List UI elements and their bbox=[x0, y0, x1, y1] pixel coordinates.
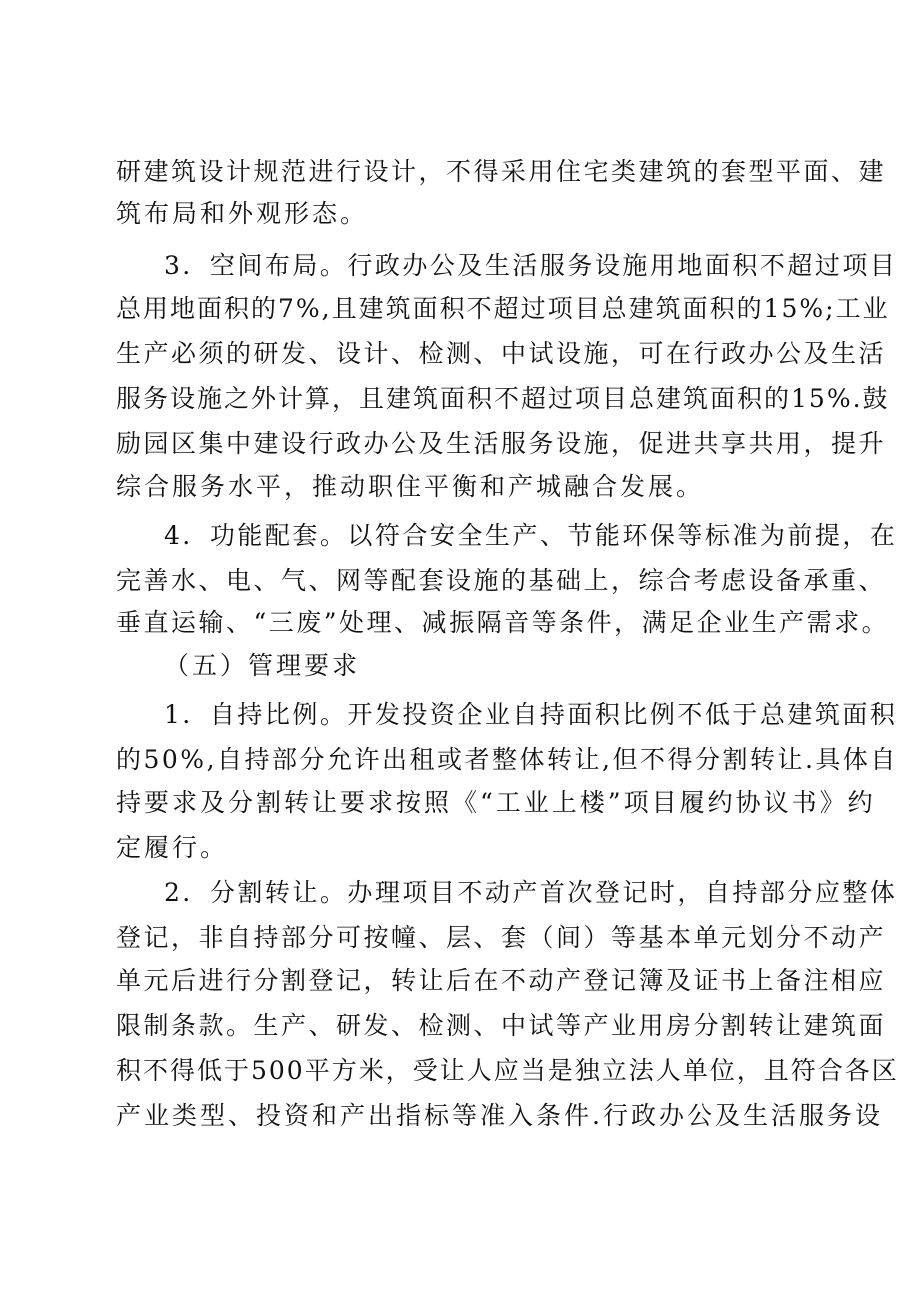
paragraph-3-heading-line: 3．空间布局。行政办公及生活服务设施用地面积不超过项目 bbox=[164, 251, 898, 280]
section-heading: （五）管理要求 bbox=[164, 651, 361, 680]
paragraph-1-heading-line: 1．自持比例。开发投资企业自持面积比例不低于总建筑面积 bbox=[164, 700, 898, 729]
text-line: 单元后进行分割登记，转让后在不动产登记簿及证书上备注相应 bbox=[116, 966, 887, 995]
text-line: 研建筑设计规范进行设计，不得采用住宅类建筑的套型平面、建 bbox=[116, 157, 887, 186]
text-line: 总用地面积的7%,且建筑面积不超过项目总建筑面积的15%;工业 bbox=[116, 294, 890, 323]
text-line: 完善水、电、气、网等配套设施的基础上，综合考虑设备承重、 bbox=[116, 566, 887, 595]
text-line: 垂直运输、“三废”处理、减振隔音等条件，满足企业生产需求。 bbox=[116, 608, 890, 637]
text-line: 筑布局和外观形态。 bbox=[116, 199, 369, 228]
text-line: 产业类型、投资和产出指标等准入条件.行政办公及生活服务设 bbox=[116, 1101, 883, 1130]
text-line: 励园区集中建设行政办公及生活服务设施，促进共享共用，提升 bbox=[116, 429, 887, 458]
text-line: 服务设施之外计算，且建筑面积不超过项目总建筑面积的15%.鼓 bbox=[116, 384, 890, 413]
text-line: 生产必须的研发、设计、检测、中试设施，可在行政办公及生活 bbox=[116, 339, 887, 368]
text-line: 的50%,自持部分允许出租或者整体转让,但不得分割转让.具体自 bbox=[116, 745, 898, 774]
text-line: 登记，非自持部分可按幢、层、套（间）等基本单元划分不动产 bbox=[116, 923, 887, 952]
text-line: 限制条款。生产、研发、检测、中试等产业用房分割转让建筑面 bbox=[116, 1011, 887, 1040]
text-line: 定履行。 bbox=[116, 833, 229, 862]
text-line: 积不得低于500平方米，受让人应当是独立法人单位，且符合各区 bbox=[116, 1056, 899, 1085]
text-line: 综合服务水平，推动职住平衡和产城融合发展。 bbox=[116, 472, 705, 501]
text-line: 持要求及分割转让要求按照《“工业上楼”项目履约协议书》约 bbox=[116, 788, 876, 817]
paragraph-2-heading-line: 2．分割转让。办理项目不动产首次登记时，自持部分应整体 bbox=[164, 878, 898, 907]
paragraph-4-heading-line: 4．功能配套。以符合安全生产、节能环保等标准为前提，在 bbox=[164, 521, 898, 550]
